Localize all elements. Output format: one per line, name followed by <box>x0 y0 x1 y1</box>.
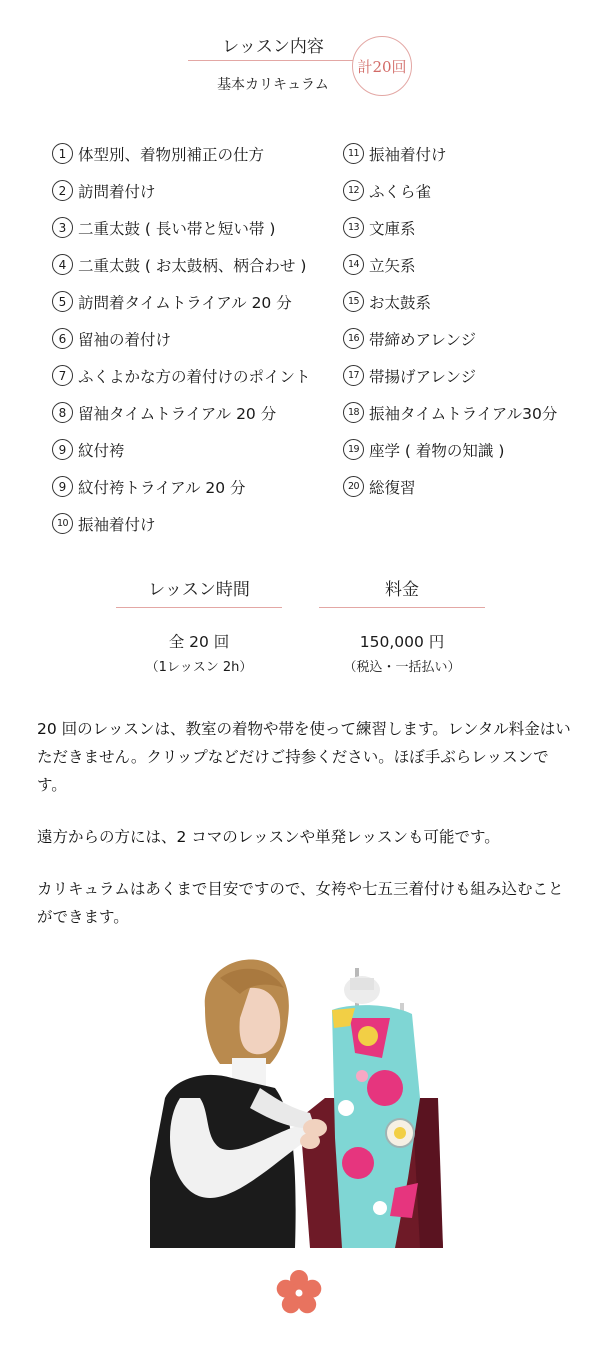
curriculum-item <box>52 172 311 209</box>
curriculum-item <box>52 320 311 357</box>
curriculum-item-label: 訪問着タイムトライアル 20 分 <box>78 293 292 312</box>
curriculum-item-number: 8 <box>52 402 73 423</box>
curriculum-item-number: 14 <box>343 254 364 275</box>
description-paragraph: 20 回のレッスンは、教室の着物や帯を使って練習します。レンタル料金はいただきません。クリップなどだけご持参ください。ほぼ手ぶらレッスンです。 <box>37 720 571 794</box>
curriculum-item-label: 総復習 <box>369 478 416 497</box>
curriculum-item-label: 座学 ( 着物の知識 ) <box>369 441 505 460</box>
curriculum-item-number: 9 <box>52 439 73 460</box>
curriculum-item-label: 訪問着付け <box>78 182 156 201</box>
curriculum-item-label: 二重太鼓 ( 長い帯と短い帯 ) <box>78 219 276 238</box>
curriculum-item-number: 12 <box>343 180 364 201</box>
curriculum-item-number: 10 <box>52 513 73 534</box>
curriculum-item-label: 振袖着付け <box>78 515 156 534</box>
description-paragraph: 遠方からの方には、2 コマのレッスンや単発レッスンも可能です。 <box>37 828 500 846</box>
curriculum-item <box>343 431 557 468</box>
lesson-time-block <box>116 575 282 675</box>
curriculum-item-label: 二重太鼓 ( お太鼓柄、柄合わせ ) <box>78 256 307 275</box>
curriculum-item-label: 振袖着付け <box>369 145 447 164</box>
curriculum-item-number: 16 <box>343 328 364 349</box>
curriculum-item <box>343 172 557 209</box>
curriculum-item-label: 文庫系 <box>369 219 416 238</box>
curriculum-item-label: 帯揚げアレンジ <box>369 367 477 386</box>
curriculum-item <box>343 209 557 246</box>
curriculum-column-right <box>343 135 557 505</box>
curriculum-item-label: 留袖タイムトライアル 20 分 <box>78 404 277 423</box>
curriculum-item-label: 留袖の着付け <box>78 330 172 349</box>
curriculum-item-number: 4 <box>52 254 73 275</box>
curriculum-item <box>52 505 311 542</box>
curriculum-item <box>52 209 311 246</box>
curriculum-item-number: 11 <box>343 143 364 164</box>
header-divider <box>188 60 358 61</box>
curriculum-item <box>343 246 557 283</box>
curriculum-item-number: 7 <box>52 365 73 386</box>
lesson-fee-value: 150,000 円 <box>359 633 445 651</box>
curriculum-column-left <box>52 135 311 542</box>
curriculum-item-number: 3 <box>52 217 73 238</box>
lesson-time-label: レッスン時間 <box>148 580 250 600</box>
curriculum-item <box>343 357 557 394</box>
kimono-lesson-photo <box>150 948 443 1248</box>
curriculum-item <box>52 394 311 431</box>
curriculum-item <box>52 246 311 283</box>
curriculum-item <box>343 394 557 431</box>
curriculum-item-number: 18 <box>343 402 364 423</box>
lesson-time-divider <box>116 607 282 608</box>
ume-blossom-logo <box>274 1268 324 1318</box>
curriculum-item-label: お太鼓系 <box>369 293 432 312</box>
curriculum-item <box>343 135 557 172</box>
curriculum-item-label: ふくよかな方の着付けのポイント <box>78 367 311 386</box>
lesson-info <box>0 575 600 675</box>
curriculum-item-number: 9 <box>52 476 73 497</box>
page-subtitle: 基本カリキュラム <box>217 77 329 93</box>
description-paragraph: カリキュラムはあくまで目安ですので、女袴や七五三着付けも組み込むことができます。 <box>37 880 564 926</box>
curriculum-item-number: 5 <box>52 291 73 312</box>
curriculum-item-label: ふくら雀 <box>369 182 432 201</box>
curriculum-item-number: 6 <box>52 328 73 349</box>
page-title: レッスン内容 <box>222 37 324 57</box>
curriculum-item-label: 体型別、着物別補正の仕方 <box>78 145 265 164</box>
lesson-time-note: （1レッスン 2h） <box>145 660 253 675</box>
curriculum-item <box>343 320 557 357</box>
curriculum-item <box>343 468 557 505</box>
curriculum-item <box>52 468 311 505</box>
curriculum-item-number: 19 <box>343 439 364 460</box>
curriculum-item <box>52 357 311 394</box>
lesson-fee-note: （税込・一括払い） <box>343 660 461 675</box>
curriculum-item-number: 1 <box>52 143 73 164</box>
curriculum-item-label: 紋付袴トライアル 20 分 <box>78 478 246 497</box>
curriculum-item <box>343 283 557 320</box>
page-header <box>0 0 600 110</box>
curriculum-item-label: 紋付袴 <box>78 441 125 460</box>
curriculum-item-label: 立矢系 <box>369 256 416 275</box>
curriculum-item-number: 13 <box>343 217 364 238</box>
curriculum-item <box>52 135 311 172</box>
kimono-lesson-illustration <box>150 948 443 1248</box>
curriculum-item-label: 帯締めアレンジ <box>369 330 477 349</box>
lesson-description <box>37 715 577 955</box>
lesson-time-value: 全 20 回 <box>168 633 230 651</box>
curriculum-item <box>52 283 311 320</box>
curriculum-item-label: 振袖タイムトライアル30分 <box>369 404 558 423</box>
lesson-count-badge: 計20回 <box>352 36 412 96</box>
curriculum-item-number: 20 <box>343 476 364 497</box>
lesson-fee-label: 料金 <box>385 580 419 600</box>
curriculum-item-number: 17 <box>343 365 364 386</box>
lesson-fee-block <box>319 575 485 675</box>
curriculum-item-number: 15 <box>343 291 364 312</box>
curriculum-item-number: 2 <box>52 180 73 201</box>
lesson-fee-divider <box>319 607 485 608</box>
curriculum-item <box>52 431 311 468</box>
